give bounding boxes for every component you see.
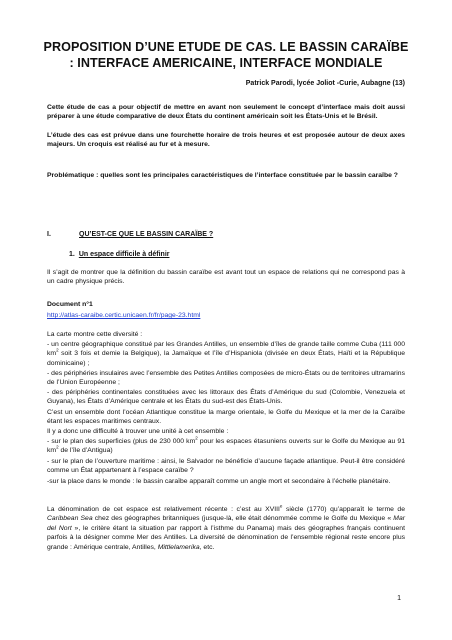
map-intro: La carte montre cette diversité : <box>47 331 143 338</box>
section-heading <box>47 231 213 238</box>
list-item-continentales: - des périphéries continentales constituées avec les littoraux des États d’Amérique du sud (Colombie, Venezuela et Guyana), les États d’Amérique centrale et les États du sud-est des États-Unis. <box>47 389 405 406</box>
problematique: Problématique : quelles sont les principales caractéristiques de l’interface constituée par le bassin caraïbe ? <box>47 172 398 179</box>
document-title: PROPOSITION D’UNE ETUDE DE CAS. LE BASSIN CARAÏBE : INTERFACE AMERICAINE, INTERFACE MONDIALE <box>43 40 409 70</box>
document-link[interactable]: http://atlas-caraibe.certic.unicaen.fr/fr/page-23.html <box>47 312 201 319</box>
paragraph-ocean: C’est un ensemble dont l’océan Atlantique constitue la marge orientale, le Golfe du Mexique et la mer de la Caraïbe étant les espaces maritimes centraux. <box>47 409 405 426</box>
paragraph-difficulte: Il y a donc une difficulté à trouver une unité à cet ensemble : <box>47 428 229 435</box>
intro-paragraph-2: L’étude des cas est prévue dans une fourchette horaire de trois heures et est proposée autour de deux axes majeurs. Un croquis est réalisé au fur et à mesure. <box>47 132 405 149</box>
subsection-number: 1. <box>69 251 75 258</box>
section-number: I. <box>47 231 51 238</box>
page-number: 1 <box>397 595 401 602</box>
list-item-monde: -sur la place dans le monde : le bassin caraïbe apparaît comme un angle mort et secondaire à l’échelle planétaire. <box>47 478 391 485</box>
list-item-maritime: - sur le plan de l’ouverture maritime : ainsi, le Salvador ne bénéficie d’aucune façade atlantique. Peut-il être considéré comme un État appartenant à l’espace caraïbe ? <box>47 458 405 475</box>
paragraph-denomination: La dénomination de cet espace est relativement récente : c’est au XVIIIe siècle (1770) qu’apparaît le terme de Caribbean Sea chez des géographes britanniques (jusque-là, elle était dénommée comme le Golfe du Mexique « Mar del Nort », le critère étant la situation par rapport à l’isthme du Panama) mais des géographes français continuent parfois à la désigner comme Mer des Antilles. La diversité de dénomination de l’ensemble régional reste encore plus grande : Amérique centrale, Antilles, Mittlelamerika, etc. <box>47 503 405 551</box>
list-item-insulaires: - des périphéries insulaires avec l’ensemble des Petites Antilles composées de micro-États ou de territoires ultramarins de l’Union Européenne ; <box>47 370 405 387</box>
document-heading: Document n°1 <box>47 301 93 308</box>
section-label: QU’EST-CE QUE LE BASSIN CARAÏBE ? <box>79 231 214 238</box>
author-line: Patrick Parodi, lycée Joliot -Curie, Aubagne (13) <box>245 80 405 87</box>
intro-paragraph-1: Cette étude de cas a pour objectif de mettre en avant non seulement le concept d’interface mais doit aussi préparer à une étude comparative de deux États du continent américain soit les États-Unis et le Brésil. <box>47 104 405 121</box>
list-item-superficies: - sur le plan des superficies (plus de 230 000 $km^2$ pour les espaces étasuniens ouverts sur le Golfe du Mexique au 91 $km^2$ de l’île d’Antigua) <box>47 435 405 455</box>
subsection-heading <box>69 251 169 258</box>
list-item-centre: - un centre géographique constitué par les Grandes Antilles, un ensemble d’îles de grande taille comme Cuba (111 000 $km^2$ soit 3 fois et demie la Belgique), la Jamaïque et l’île d’Hispaniola (divisée en deux États, Haïti et la République dominicaine) ; <box>47 341 405 367</box>
paragraph-definition: Il s’agit de montrer que la définition du bassin caraïbe est avant tout un espace de relations qui ne correspond pas à un cadre physique précis. <box>47 269 405 286</box>
subsection-label: Un espace difficile à définir <box>78 251 170 258</box>
